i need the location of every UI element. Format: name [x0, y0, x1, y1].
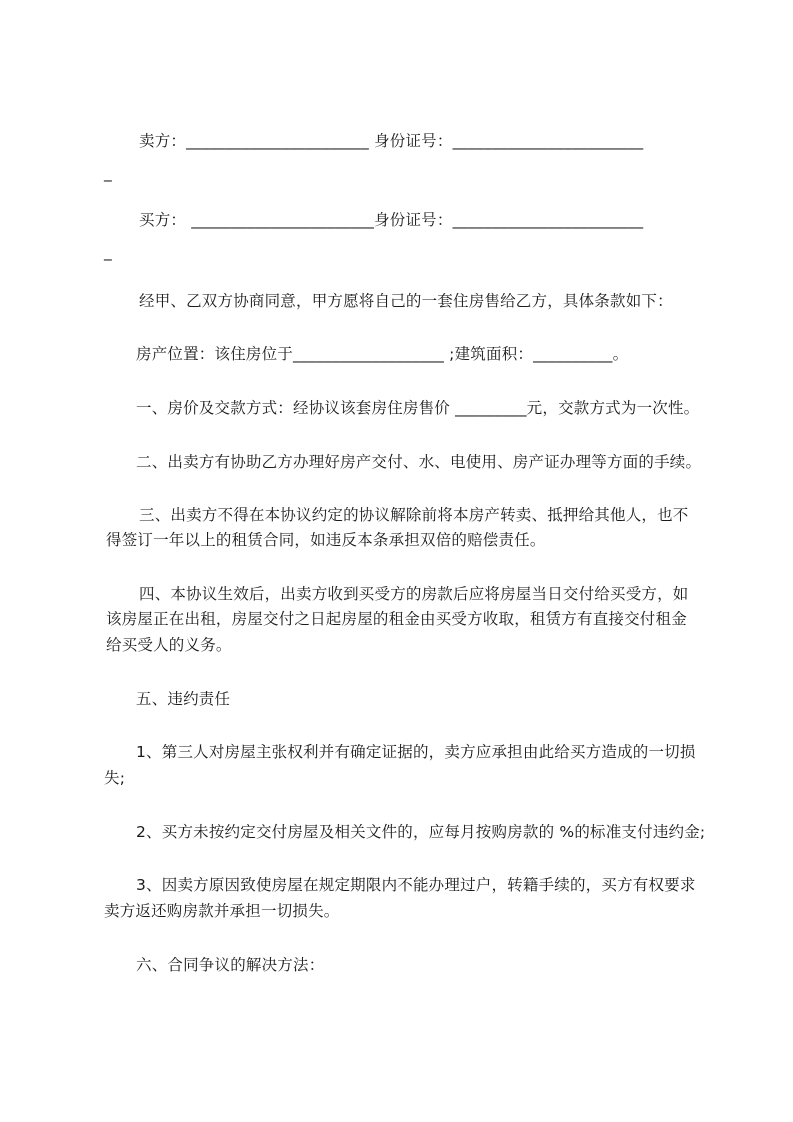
clause-6-title: 六、合同争议的解决方法：: [136, 956, 325, 974]
clause-1-price-payment: 一、房价及交款方式：经协议该套房住房售价 _________元，交款方式为一次性。: [136, 399, 700, 417]
intro-paragraph: 经甲、乙双方协商同意，甲方愿将自己的一套住房售给乙方，具体条款如下：: [139, 292, 673, 310]
clause-5-title: 五、违约责任: [136, 690, 231, 708]
clause-3-line-1: 三、出卖方不得在本协议约定的协议解除前将本房产转卖、抵押给其他人，也不: [139, 506, 689, 524]
clause-3-line-2: 得签订一年以上的租赁合同，如违反本条承担双倍的赔偿责任。: [106, 531, 546, 549]
clause-5-3-line-1: 3、因卖方原因致使房屋在规定期限内不能办理过户，转籍手续的，买方有权要求: [136, 876, 696, 894]
buyer-line: 买方： _______________________身份证号：________________________: [139, 211, 644, 229]
seller-line-continuation: _: [104, 164, 112, 182]
property-location: 房产位置：该住房位于___________________ ;建筑面积：__________。: [136, 345, 629, 363]
clause-5-2: 2、买方未按约定交付房屋及相关文件的，应每月按购房款的 %的标准支付违约金;: [136, 823, 706, 841]
clause-5-1-line-1: 1、第三人对房屋主张权利并有确定证据的，卖方应承担由此给买方造成的一切损: [136, 743, 696, 761]
clause-5-3-line-2: 卖方返还购房款并承担一切损失。: [104, 902, 340, 920]
clause-4-line-3: 给买受人的义务。: [106, 636, 232, 654]
clause-2-assistance: 二、出卖方有协助乙方办理好房产交付、水、电使用、房产证办理等方面的手续。: [136, 453, 702, 471]
clause-4-line-2: 该房屋正在出租，房屋交付之日起房屋的租金由买受方收取，租赁方有直接交付租金: [106, 610, 687, 628]
buyer-line-continuation: _: [104, 243, 112, 261]
clause-5-1-line-2: 失;: [104, 769, 126, 787]
seller-line: 卖方：_______________________ 身份证号：________________________: [139, 132, 644, 150]
clause-4-line-1: 四、本协议生效后，出卖方收到买受方的房款后应将房屋当日交付给买受方，如: [139, 585, 689, 603]
